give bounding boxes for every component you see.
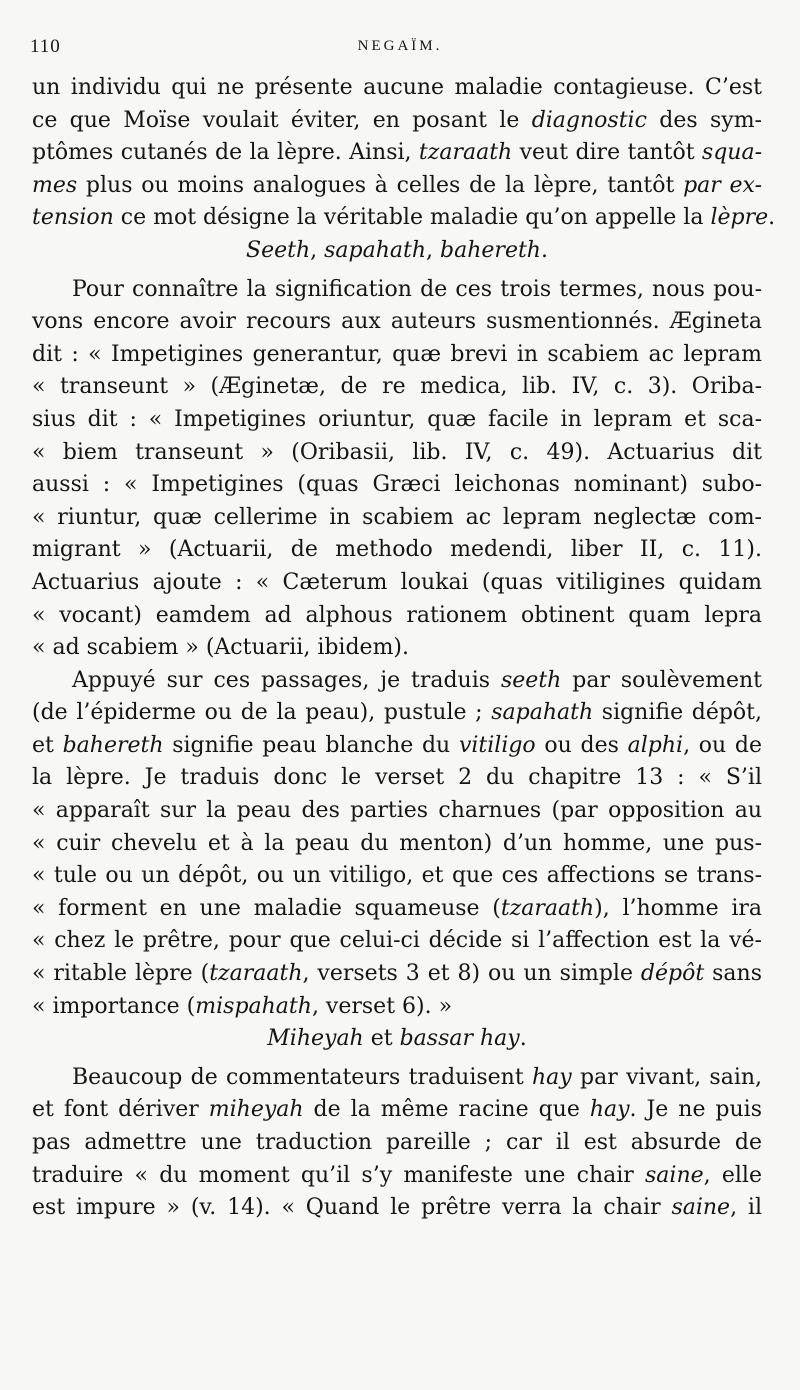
text-segment: « vocant) eamdem ad alphous rationem obtinent quam lepra (32, 602, 762, 628)
text-segment: . (540, 237, 548, 263)
text-segment: sius dit : « Impetigines oriuntur, quæ facile in lepram et sca- (32, 406, 762, 432)
text-segment: et (32, 732, 63, 758)
text-segment: (de l’épiderme ou de la peau), pustule ; (32, 700, 492, 726)
text-segment: migrant » (Actuarii, de methodo medendi, liber II, c. 11). (32, 537, 762, 563)
text-line (32, 404, 762, 437)
text-line (32, 170, 762, 203)
text-segment: la lèpre. Je traduis donc le verset 2 du chapitre 13 : « S’il (32, 765, 762, 791)
text-segment: « forment en une maladie squameuse ( (32, 895, 501, 921)
text-line (32, 665, 762, 698)
text-segment: Pour connaître la signification de ces trois termes, nous pou- (72, 276, 762, 302)
text-segment: par soulèvement (561, 667, 762, 693)
running-title: NEGAÏM. (357, 38, 443, 54)
italic-term: bassar hay (399, 1026, 520, 1052)
text-segment: est impure » (v. 14). « Quand le prêtre verra la chair (32, 1195, 672, 1221)
italic-term: dépôt (640, 961, 705, 987)
section-heading (32, 1023, 762, 1056)
text-segment: Appuyé sur ces passages, je traduis (72, 667, 501, 693)
text-segment: de la même racine que (303, 1097, 590, 1123)
text-segment: ce que Moïse voulait éviter, en posant le (32, 107, 532, 133)
text-segment: « riuntur, quæ cellerime in scabiem ac lepram neglectæ com- (32, 504, 762, 530)
text-line (32, 730, 762, 763)
italic-term: bahereth (62, 732, 164, 758)
text-segment: , elle (703, 1162, 762, 1188)
text-segment: , (310, 237, 325, 263)
italic-term: saine (645, 1162, 704, 1188)
text-segment: pas admettre une traduction pareille ; car il est absurde de (32, 1130, 762, 1155)
text-segment: signifie dépôt, (593, 700, 762, 726)
text-segment: sans (704, 961, 763, 987)
italic-term: miheyah (208, 1097, 304, 1123)
text-line (32, 1094, 762, 1127)
text-segment: « transeunt » (Æginetæ, de re medica, lib. IV, c. 3). Oriba- (32, 374, 762, 400)
italic-term: Miheyah (267, 1026, 364, 1052)
text-line (32, 567, 762, 600)
text-line (32, 1192, 762, 1225)
text-segment: « chez le prêtre, pour que celui-ci décide si l’affection est la vé- (32, 928, 762, 954)
text-line (32, 828, 762, 861)
text-segment: « importance ( (32, 993, 196, 1019)
text-segment: , (426, 237, 441, 263)
italic-term: sapahath (491, 700, 594, 726)
text-line (32, 534, 762, 567)
text-line (32, 72, 762, 105)
text-line (32, 105, 762, 138)
italic-term: bahereth (440, 237, 541, 263)
text-line (32, 306, 762, 339)
text-line (32, 1062, 762, 1095)
text-line (32, 762, 762, 795)
text-segment: vons encore avoir recours aux auteurs susmentionnés. Ægineta (32, 309, 762, 335)
text-segment: « apparaît sur la peau des parties charnues (par opposition au (32, 798, 762, 824)
text-line (32, 697, 762, 730)
text-segment: ce mot désigne la véritable maladie qu’on appelle la (113, 205, 711, 231)
text-segment: et font dériver (32, 1097, 209, 1123)
text-line (32, 274, 762, 307)
italic-term: tension (32, 205, 114, 231)
text-segment: veut dire tantôt (512, 140, 702, 166)
text-segment: ptômes cutanés de la lèpre. Ainsi, (32, 140, 419, 166)
text-line (32, 600, 762, 633)
text-segment: un individu qui ne présente aucune maladie contagieuse. C’est (32, 75, 762, 100)
text-segment: , ou de (683, 732, 763, 758)
text-line (32, 1160, 762, 1193)
text-segment: plus ou moins analogues à celles de la lèpre, tantôt (77, 172, 684, 198)
italic-term: hay (532, 1064, 572, 1090)
italic-term: lèpre (710, 205, 769, 231)
body-text (32, 72, 776, 1225)
italic-term: squa- (701, 140, 763, 166)
text-segment: , il (730, 1195, 762, 1221)
text-segment: et (363, 1026, 400, 1052)
text-segment: ), l’homme ira (594, 895, 762, 921)
italic-term: alphi (627, 732, 684, 758)
italic-term: seeth (500, 667, 562, 693)
text-line (32, 137, 762, 170)
page-number: 110 (30, 36, 61, 57)
text-line (32, 469, 762, 502)
text-line (32, 893, 762, 926)
text-segment: . (519, 1026, 527, 1052)
text-segment: « tule ou un dépôt, ou un vitiligo, et que ces affections se trans- (32, 863, 762, 889)
text-line (32, 437, 762, 470)
text-line (32, 1127, 762, 1160)
section-heading (32, 235, 762, 268)
text-line (32, 339, 762, 372)
text-line (32, 795, 762, 828)
italic-term: diagnostic (531, 107, 647, 133)
text-segment: , verset 6). » (311, 993, 453, 1019)
italic-term: vitiligo (458, 732, 536, 758)
text-segment: par vivant, sain, (571, 1064, 763, 1090)
text-segment: « ritable lèpre ( (32, 961, 210, 987)
italic-term: tzaraath (500, 895, 595, 921)
text-segment: aussi : « Impetigines (quas Græci leichonas nominant) subo- (32, 472, 762, 498)
text-segment: des sym- (646, 107, 762, 133)
text-segment: signifie peau blanche du (163, 732, 459, 758)
italic-term: Seeth (246, 237, 311, 263)
text-line (32, 991, 762, 1024)
text-segment: dit : « Impetigines generantur, quæ brevi in scabiem ac lepram (32, 341, 762, 367)
text-segment: . Je ne puis (629, 1097, 763, 1123)
text-segment: . (768, 205, 776, 231)
text-segment: « biem transeunt » (Oribasii, lib. IV, c. 49). Actuarius dit (32, 439, 762, 465)
text-segment: « ad scabiem » (Actuarii, ibidem). (32, 635, 410, 661)
text-line (32, 371, 762, 404)
italic-term: saine (671, 1195, 731, 1221)
text-segment: « cuir chevelu et à la peau du menton) d’un homme, une pus- (32, 830, 762, 856)
italic-term: sapahath (324, 237, 427, 263)
text-line (32, 202, 776, 235)
italic-term: tzaraath (418, 140, 513, 166)
text-segment: Actuarius ajoute : « Cæterum loukai (quas vitiligines quidam (32, 569, 762, 595)
italic-term: hay (589, 1097, 630, 1123)
text-line (32, 632, 762, 665)
running-head (30, 36, 770, 62)
text-line (32, 502, 762, 535)
italic-term: tzaraath (209, 961, 303, 987)
italic-term: mes (32, 172, 78, 198)
italic-term: par ex- (683, 172, 763, 198)
text-line (32, 860, 762, 893)
text-segment: ou des (535, 732, 628, 758)
text-segment: , versets 3 et 8) ou un simple (302, 961, 641, 987)
text-line (32, 925, 762, 958)
text-segment: traduire « du moment qu’il s’y manifeste une chair (32, 1162, 646, 1188)
text-segment: Beaucoup de commentateurs traduisent (72, 1064, 533, 1090)
text-line (32, 958, 762, 991)
italic-term: mispahath (195, 993, 312, 1019)
